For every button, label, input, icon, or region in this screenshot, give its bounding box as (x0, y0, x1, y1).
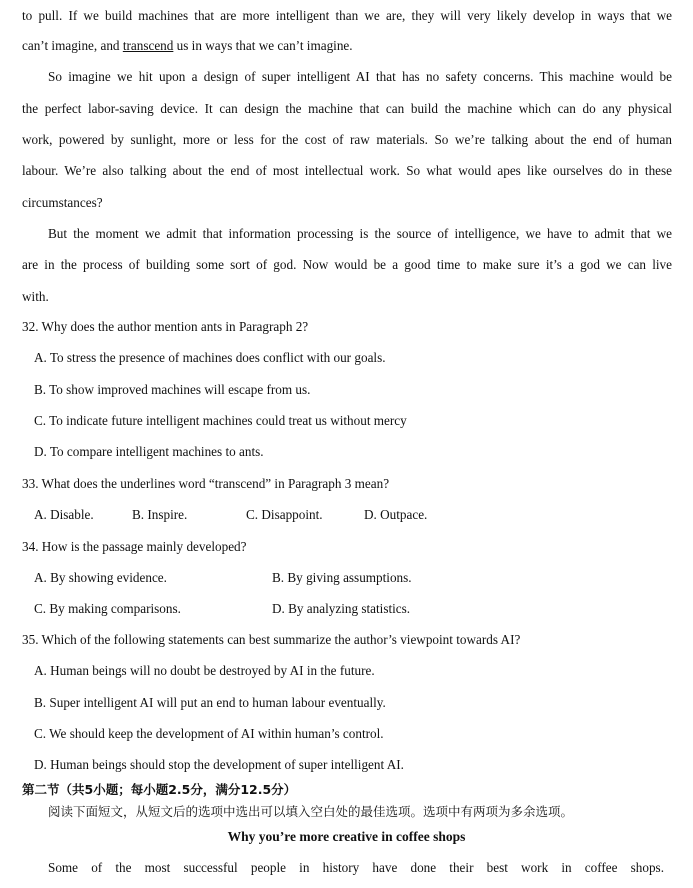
question-35-stem: 35. Which of the following statements can best summarize the author’s viewpoint towards AI? (22, 632, 521, 647)
question-32-option-d: D. To compare intelligent machines to ants. (34, 444, 264, 459)
question-32-option-b: B. To show improved machines will escape from us. (34, 382, 311, 397)
question-34-stem: 34. How is the passage mainly developed? (22, 539, 247, 554)
question-33-option-b: B. Inspire. (132, 507, 188, 522)
question-33-option-c: C. Disappoint. (246, 507, 323, 522)
question-35-option-c: C. We should keep the development of AI within human’s control. (34, 726, 384, 741)
passage-p3-line3: with. (22, 289, 49, 304)
question-33-option-a: A. Disable. (34, 507, 94, 522)
question-33-option-d: D. Outpace. (364, 507, 428, 522)
passage-p2-line1: So imagine we hit upon a design of super intelligent AI that has no safety concerns. This machine would be (48, 69, 672, 84)
passage-p2-line3: work, powered by sunlight, more or less for the cost of raw materials. So we’re talking about the end of human (22, 132, 672, 147)
passage-p2-line5: circumstances? (22, 195, 103, 210)
underlined-word-transcend: transcend (122, 38, 174, 53)
question-32-option-a: A. To stress the presence of machines does conflict with our goals. (34, 350, 386, 365)
question-35-option-a: A. Human beings will no doubt be destroyed by AI in the future. (34, 663, 375, 678)
passage-p2-line2: the perfect labor-saving device. It can design the machine that can build the machine which can do any physical (22, 101, 672, 116)
question-35-option-d: D. Human beings should stop the development of super intelligent AI. (34, 757, 404, 772)
passage-p1-line1: to pull. If we build machines that are more intelligent than we are, they will very likely develop in ways that we (22, 8, 672, 23)
passage-p3-line2: are in the process of building some sort of god. Now would be a good time to make sure it’s a god we can live (22, 257, 672, 272)
question-33-options (22, 505, 672, 525)
question-32-option-c: C. To indicate future intelligent machines could treat us without mercy (34, 413, 407, 428)
question-33-stem: 33. What does the underlines word “transcend” in Paragraph 3 mean? (22, 476, 390, 491)
passage-p1-line2 (22, 36, 672, 56)
passage-first-line: Some of the most successful people in history have done their best work in coffee shops. (48, 860, 664, 875)
passage-title: Why you’re more creative in coffee shops (227, 829, 466, 844)
passage-text: us in ways that we can’t imagine. (173, 38, 353, 53)
question-34-option-c: C. By making comparisons. (34, 601, 181, 616)
question-35-option-b: B. Super intelligent AI will put an end to human labour eventually. (34, 695, 386, 710)
passage-p3-line1: But the moment we admit that information processing is the source of intelligence, we have to admit that we (48, 226, 672, 241)
question-34-option-d: D. By analyzing statistics. (272, 601, 411, 616)
section-2-instruction: 阅读下面短文，从短文后的选项中选出可以填入空白处的最佳选项。选项中有两项为多余选项。 (48, 804, 574, 819)
passage-p2-line4: labour. We’re also talking about the end of most intellectual work. So what would apes like ourselves do in these (22, 163, 672, 178)
passage-text: can’t imagine, and (22, 38, 123, 53)
question-34-option-a: A. By showing evidence. (34, 570, 167, 585)
section-2-heading: 第二节（共5小题；每小题2.5分，满分12.5分） (22, 782, 297, 797)
question-32-stem: 32. Why does the author mention ants in Paragraph 2? (22, 319, 309, 334)
question-34-option-b: B. By giving assumptions. (272, 570, 412, 585)
